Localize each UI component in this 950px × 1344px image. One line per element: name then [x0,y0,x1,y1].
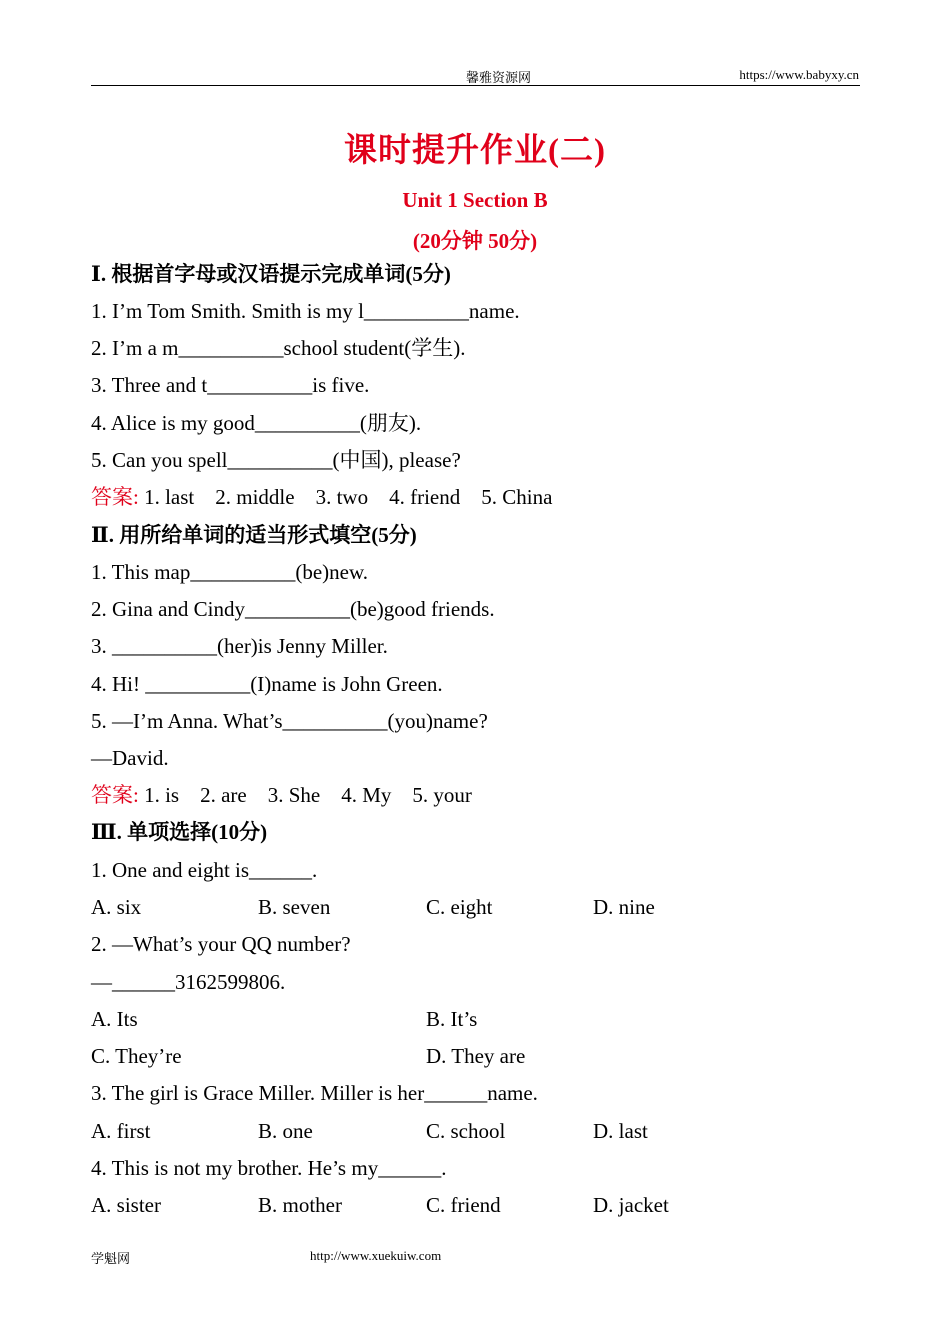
question-3-option-d: D. last [593,1119,648,1143]
unit-subtitle: Unit 1 Section B [402,188,548,212]
question-2-stem: 2. —What’s your QQ number? [91,932,351,956]
question-1-option-b: B. seven [258,895,331,919]
question-4-stem: 4. This is not my brother. He’s my______. [91,1156,447,1180]
section2-item-1: 1. This map__________(be)new. [91,560,369,584]
section2-heading: Ⅱ. 用所给单词的适当形式填空(5分) [91,523,417,547]
answer-text: 1. last 2. middle 3. two 4. friend 5. China [138,485,553,509]
question-4-option-c: C. friend [426,1193,501,1217]
question-2-option-d: D. They are [426,1044,526,1068]
question-4-option-d: D. jacket [593,1193,669,1217]
section2-item-5-reply: —David. [91,746,169,770]
section2-item-2: 2. Gina and Cindy__________(be)good friends. [91,597,495,621]
section2-item-5: 5. —I’m Anna. What’s__________(you)name? [91,709,488,733]
footer-url[interactable]: http://www.xuekuiw.com [310,1248,442,1263]
time-score: (20分钟 50分) [412,229,538,253]
answer-text: 1. is 2. are 3. She 4. My 5. your [138,783,472,807]
page-title: 课时提升作业(二) [344,133,606,169]
header-site-name: 馨雅资源网 [466,70,532,85]
question-2-stem-reply: —______3162599806. [91,970,286,994]
section1-item-1: 1. I’m Tom Smith. Smith is my l__________name. [91,299,520,323]
footer-site-name: 学魁网 [91,1251,131,1266]
section2-item-3: 3. __________(her)is Jenny Miller. [91,634,388,658]
question-1-stem: 1. One and eight is______. [91,858,318,882]
answer-label: 答案: [91,485,139,509]
header-site-url[interactable]: https://www.babyxy.cn [739,67,859,82]
question-1-option-a: A. six [91,895,142,919]
question-2-option-a: A. Its [91,1007,138,1031]
section2-answer [91,784,472,807]
answer-label: 答案: [91,783,139,807]
question-3-option-a: A. first [91,1119,151,1143]
section1-answer [91,486,552,509]
header-divider [91,85,860,86]
section1-item-5: 5. Can you spell__________(中国), please? [91,448,461,472]
section1-item-4: 4. Alice is my good__________(朋友). [91,411,422,435]
question-2-option-b: B. It’s [426,1007,478,1031]
section2-item-4: 4. Hi! __________(I)name is John Green. [91,672,443,696]
question-4-option-a: A. sister [91,1193,161,1217]
question-3-stem: 3. The girl is Grace Miller. Miller is her______name. [91,1081,538,1105]
question-2-option-c: C. They’re [91,1044,182,1068]
question-1-option-d: D. nine [593,895,655,919]
section3-heading: Ⅲ. 单项选择(10分) [91,820,268,844]
question-4-option-b: B. mother [258,1193,342,1217]
section1-item-2: 2. I’m a m__________school student(学生). [91,336,466,360]
question-1-option-c: C. eight [426,895,493,919]
section1-item-3: 3. Three and t__________is five. [91,373,370,397]
question-3-option-b: B. one [258,1119,313,1143]
question-3-option-c: C. school [426,1119,506,1143]
section1-heading: Ⅰ. 根据首字母或汉语提示完成单词(5分) [91,262,451,286]
